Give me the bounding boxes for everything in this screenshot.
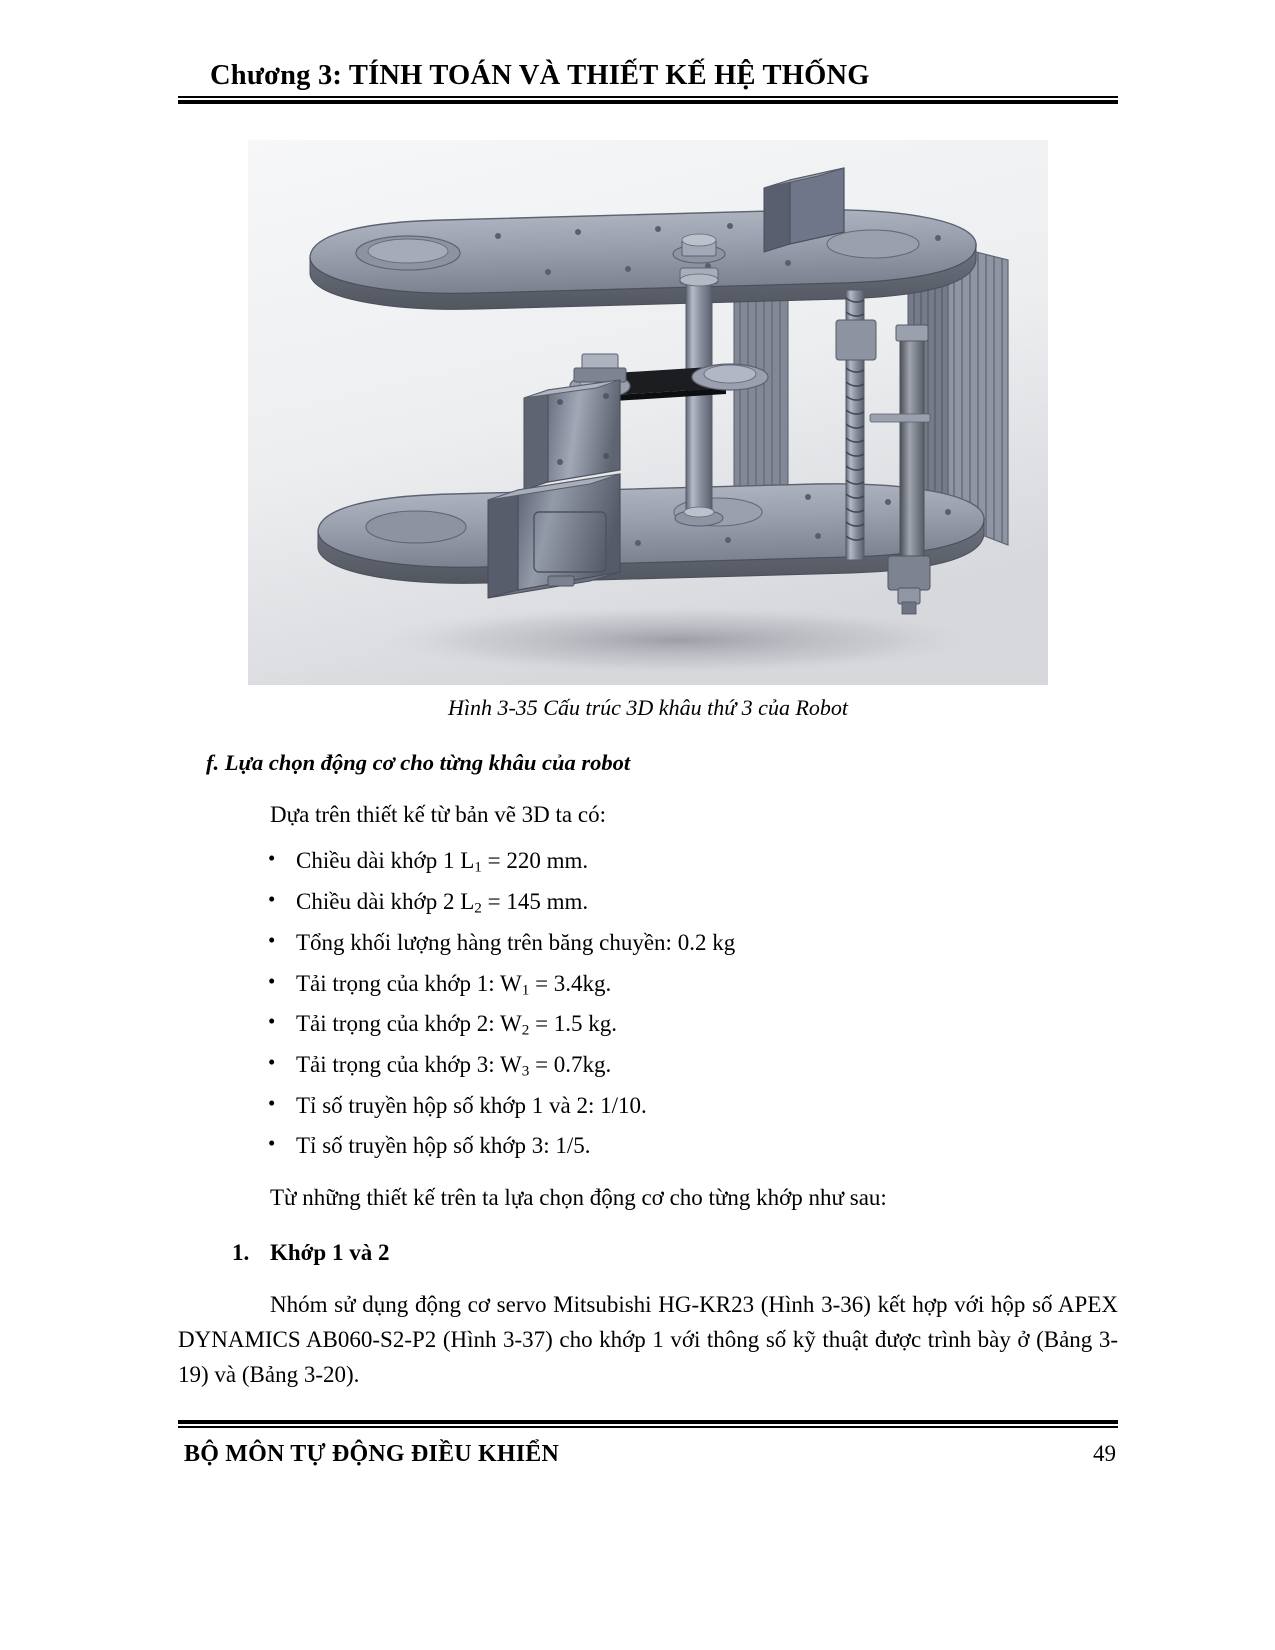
list-item	[178, 1134, 1118, 1161]
section-subheading: f. Lựa chọn động cơ cho từng khâu của robot	[206, 750, 631, 775]
bullet-text: Chiều dài khớp 1 L	[296, 848, 475, 874]
bullet-subscript: 1	[521, 981, 530, 999]
bullet-subscript: 3	[521, 1062, 530, 1080]
bullet-text: Tổng khối lượng hàng trên băng chuyền: 0.2 kg	[296, 929, 736, 955]
bullet-subscript: 2	[521, 1021, 530, 1039]
bullet-value: = 220 mm.	[481, 848, 589, 874]
intro-paragraph: Dựa trên thiết kế từ bản vẽ 3D ta có:	[270, 802, 606, 828]
page-content	[178, 740, 1118, 1393]
list-item	[178, 849, 1118, 876]
robot-link-3d-render	[248, 140, 1048, 685]
bullet-subscript: 1	[474, 858, 482, 876]
bullet-subscript: 2	[474, 899, 482, 917]
bullet-value: = 145 mm.	[481, 889, 589, 915]
bullet-value: = 3.4kg.	[529, 970, 612, 996]
footer-department: BỘ MÔN TỰ ĐỘNG ĐIỀU KHIỂN	[184, 1441, 560, 1467]
header-divider	[178, 96, 1118, 103]
numbered-subsection-list	[178, 1238, 1118, 1268]
bullet-text: Chiều dài khớp 2 L	[296, 889, 475, 915]
specs-bullet-list	[178, 849, 1118, 1161]
bullet-text: Tỉ số truyền hộp số khớp 1 và 2: 1/10.	[296, 1092, 647, 1118]
page-number: 49	[1093, 1441, 1116, 1466]
numbered-item-1	[178, 1238, 1118, 1268]
item-number: 1.	[232, 1240, 250, 1266]
bullet-value: = 1.5 kg.	[529, 1011, 618, 1037]
page-header	[178, 60, 1118, 103]
figure-3-35-image	[248, 140, 1048, 685]
figure-caption: Hình 3-35 Cấu trúc 3D khâu thứ 3 của Robot	[447, 695, 849, 720]
list-item	[178, 972, 1118, 999]
list-item	[178, 1053, 1118, 1080]
footer-divider	[178, 1420, 1118, 1427]
page-footer	[178, 1420, 1118, 1468]
list-item	[178, 1012, 1118, 1039]
bullet-text: Tải trọng của khớp 3: W	[296, 1052, 522, 1077]
chapter-title: Chương 3: TÍNH TOÁN VÀ THIẾT KẾ HỆ THỐNG	[210, 60, 870, 91]
bullet-text: Tải trọng của khớp 1: W	[296, 970, 522, 996]
bullet-text: Tải trọng của khớp 2: W	[296, 1011, 522, 1037]
list-item	[178, 931, 1118, 958]
bullet-value: = 0.7kg.	[529, 1052, 612, 1077]
lower-plate	[318, 484, 984, 584]
item-label: Khớp 1 và 2	[270, 1240, 390, 1266]
list-item	[178, 1094, 1118, 1121]
list-item	[178, 890, 1118, 917]
transition-paragraph: Từ những thiết kế trên ta lựa chọn động cơ cho từng khớp như sau:	[270, 1185, 887, 1211]
closing-paragraph: Nhóm sử dụng động cơ servo Mitsubishi HG-KR23 (Hình 3-36) kết hợp với hộp số APEX DYNAMICS AB060-S2-P2 (Hình 3-37) cho khớp 1 với thông số kỹ thuật được trình bày ở (Bảng 3-19) và (Bảng 3-20).	[178, 1292, 1118, 1387]
cross-bar	[870, 414, 930, 422]
upper-plate	[310, 210, 976, 310]
bullet-text: Tỉ số truyền hộp số khớp 3: 1/5.	[296, 1133, 591, 1159]
